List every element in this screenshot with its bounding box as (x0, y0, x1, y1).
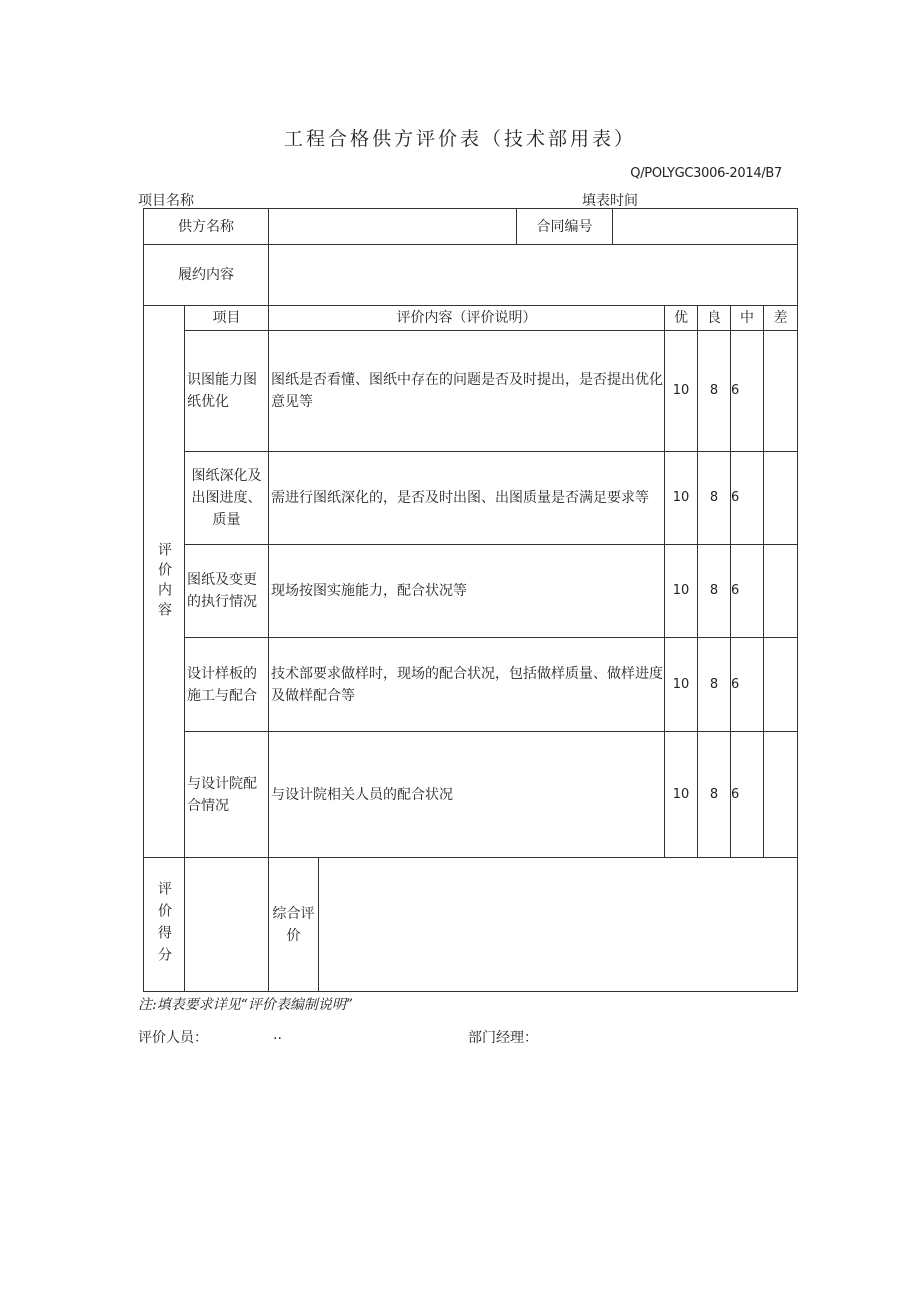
row-desc: 需进行图纸深化的，是否及时出图、出图质量是否满足要求等 (268, 451, 665, 545)
header-grade-poor: 差 (763, 305, 798, 331)
row-score-good: 8 (697, 451, 731, 545)
contract-no-label: 合同编号 (516, 208, 613, 245)
row-score-excellent: 10 (664, 637, 698, 732)
row-score-good: 8 (697, 731, 731, 858)
row-score-medium: 6 (730, 330, 764, 452)
eval-content-label-text: 评价内容 (156, 541, 172, 622)
header-desc: 评价内容（评价说明） (268, 305, 665, 331)
evaluator-label: 评价人员： (138, 1030, 208, 1046)
document-code: Q/POLYGC3006-2014/B7 (630, 166, 782, 181)
performance-label: 履约内容 (143, 244, 269, 306)
evaluator-signature[interactable]: .. (273, 1027, 282, 1043)
header-grade-excellent: 优 (664, 305, 698, 331)
score-label (143, 857, 185, 992)
fill-time-label: 填表时间 (582, 193, 638, 209)
row-score-poor[interactable] (763, 544, 798, 638)
row-score-excellent: 10 (664, 330, 698, 452)
row-item: 图纸深化及出图进度、质量 (184, 451, 269, 545)
contract-no-field[interactable] (612, 208, 798, 245)
row-score-medium: 6 (730, 637, 764, 732)
row-score-good: 8 (697, 330, 731, 452)
score-label-text: 评价得分 (156, 880, 172, 969)
row-score-poor[interactable] (763, 330, 798, 452)
score-field[interactable] (184, 857, 269, 992)
row-score-good: 8 (697, 544, 731, 638)
eval-content-label (143, 305, 185, 858)
row-score-excellent: 10 (664, 451, 698, 545)
supplier-name-field[interactable] (268, 208, 517, 245)
overall-field[interactable] (318, 857, 798, 992)
row-score-excellent: 10 (664, 731, 698, 858)
performance-field[interactable] (268, 244, 798, 306)
row-score-good: 8 (697, 637, 731, 732)
page-title: 工程合格供方评价表（技术部用表） (283, 128, 636, 150)
row-score-excellent: 10 (664, 544, 698, 638)
header-item: 项目 (184, 305, 269, 331)
supplier-name-label: 供方名称 (143, 208, 269, 245)
manager-label: 部门经理： (468, 1030, 538, 1046)
row-score-poor[interactable] (763, 637, 798, 732)
row-score-poor[interactable] (763, 731, 798, 858)
row-item: 识图能力图纸优化 (184, 330, 269, 452)
overall-label: 综合评价 (268, 857, 319, 992)
header-grade-good: 良 (697, 305, 731, 331)
form-note: 注:填表要求详见“评价表编制说明” (138, 997, 354, 1013)
row-desc: 图纸是否看懂、图纸中存在的问题是否及时提出，是否提出优化意见等 (268, 330, 665, 452)
row-desc: 技术部要求做样时，现场的配合状况，包括做样质量、做样进度及做样配合等 (268, 637, 665, 732)
project-name-label: 项目名称 (138, 193, 194, 209)
row-desc: 与设计院相关人员的配合状况 (268, 731, 665, 858)
row-score-medium: 6 (730, 544, 764, 638)
row-item: 与设计院配合情况 (184, 731, 269, 858)
row-desc: 现场按图实施能力，配合状况等 (268, 544, 665, 638)
row-score-poor[interactable] (763, 451, 798, 545)
row-item: 图纸及变更的执行情况 (184, 544, 269, 638)
row-item: 设计样板的施工与配合 (184, 637, 269, 732)
row-score-medium: 6 (730, 731, 764, 858)
header-grade-medium: 中 (730, 305, 764, 331)
row-score-medium: 6 (730, 451, 764, 545)
